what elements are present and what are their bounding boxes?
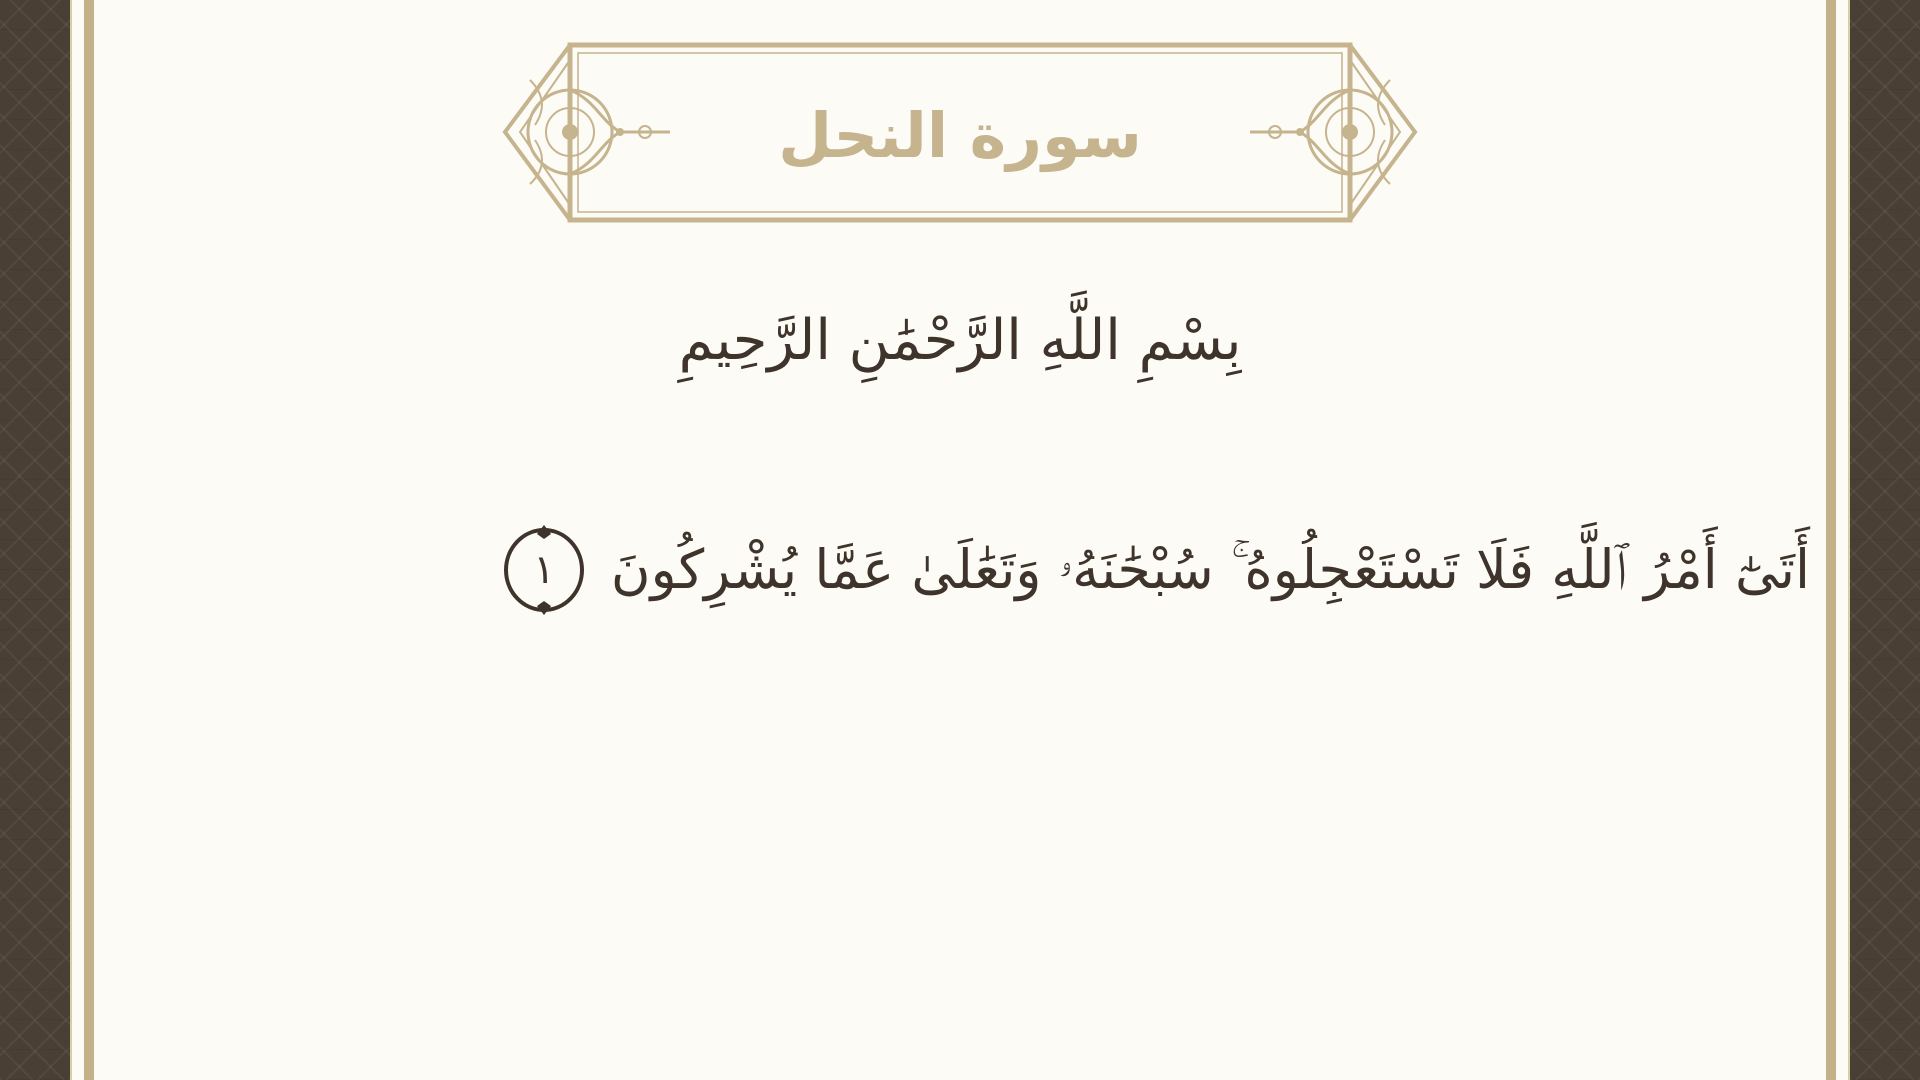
verse-line (310, 500, 1810, 640)
right-gold-rule (1826, 0, 1836, 1080)
surah-title-frame (500, 40, 1420, 230)
right-thin-rule (1848, 0, 1850, 1080)
left-thin-rule (70, 0, 72, 1080)
verse-text: أَتَىٰٓ أَمْرُ ٱللَّهِ فَلَا تَسْتَعْجِلُوهُ ۚ سُبْحَٰنَهُۥ وَتَعَٰلَىٰ عَمَّا يُشْرِكُونَ (610, 538, 1810, 601)
left-gold-rule (84, 0, 94, 1080)
right-ornamental-border (1850, 0, 1920, 1080)
basmala: بِسْمِ اللَّهِ الرَّحْمَٰنِ الرَّحِيمِ (678, 307, 1242, 373)
verse-number: ١ (533, 547, 555, 593)
verse-end-marker (499, 525, 589, 615)
surah-title: سورة النحل (778, 98, 1142, 172)
left-ornamental-border (0, 0, 70, 1080)
